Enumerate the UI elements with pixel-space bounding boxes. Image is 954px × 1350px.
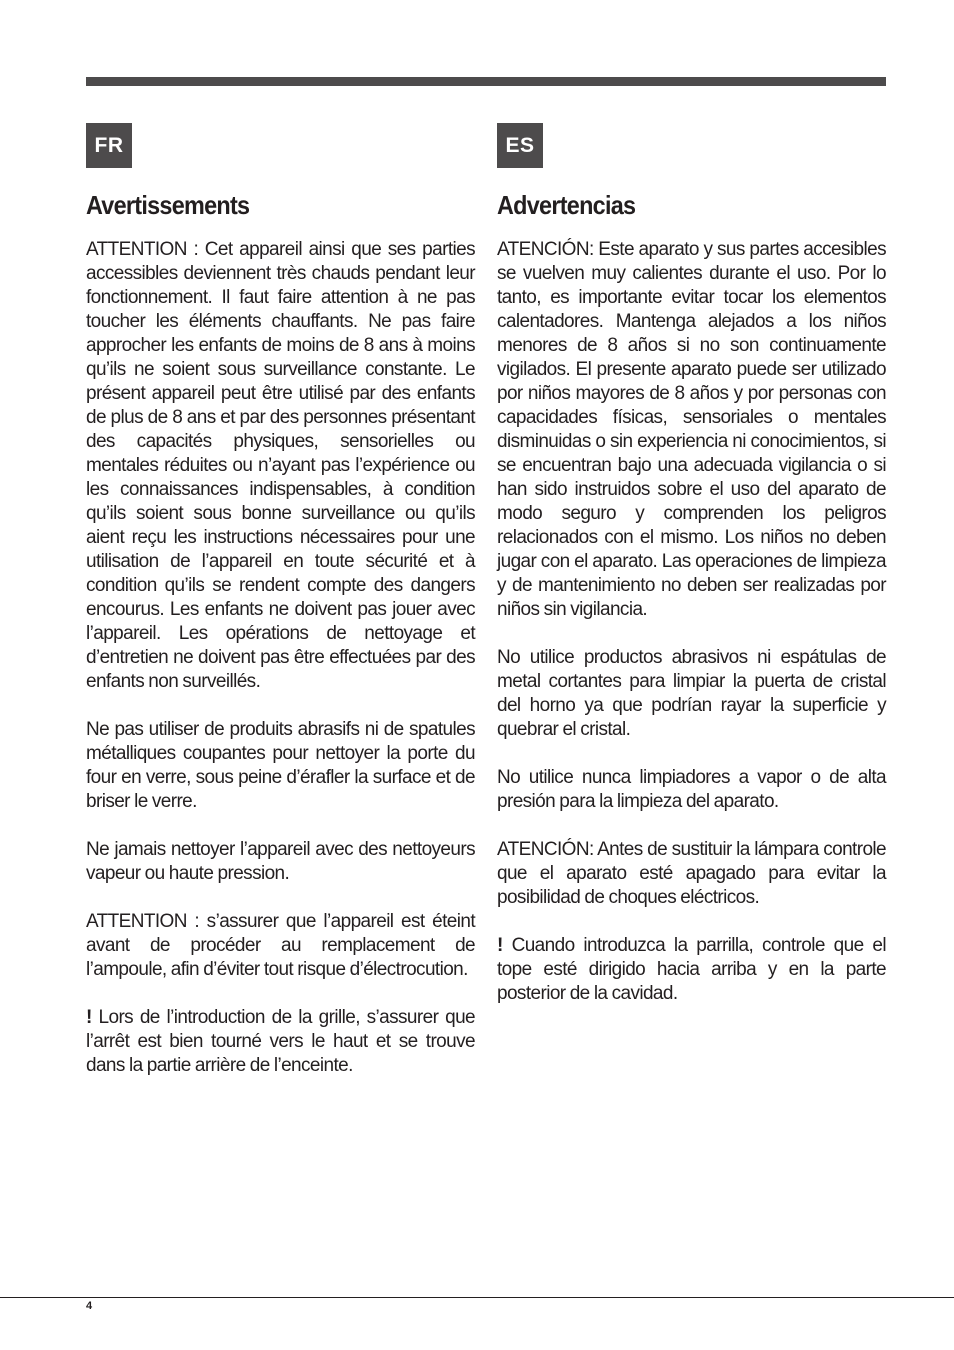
page-number: 4 [86,1300,93,1312]
footer-divider [0,1297,954,1298]
paragraph-text: Cuando introduzca la parrilla, controle que el tope esté dirigido hacia arriba y en la parte posterior de la cavidad. [497,935,886,1004]
paragraph-text: ATTENTION : s’assurer que l’appareil est éteint avant de procéder au remplacement de l’ampoule, afin d’éviter tout risque d’électrocution. [86,911,475,980]
column-french [86,123,475,1102]
paragraph-text: Ne pas utiliser de produits abrasifs ni de spatules métalliques coupantes pour nettoyer la porte du four en verre, sous peine d’érafler la surface et de briser le verre. [86,719,475,812]
paragraph-text: No utilice productos abrasivos ni espátulas de metal cortantes para limpiar la puerta de cristal del horno ya que podrían rayar la superficie y quebrar el cristal. [497,647,886,740]
paragraph [86,238,475,694]
paragraph [497,646,886,742]
paragraph-text: ATENCIÓN: Este aparato y sus partes accesibles se vuelven muy calientes durante el uso. Por lo tanto, es importante evitar tocar los elementos calentadores. Mantenga alejados a los niños menores de 8 años si no son continuamente vigilados. El presente aparato puede ser utilizado por niños mayores de 8 años y por personas con capacidades físicas, sensoriales o mentales disminuidas o sin experiencia ni conocimientos, si se encuentran bajo una adecuada vigilancia o si han sido instruidos sobre el uso del aparato de modo seguro y comprenden los peligros relacionados con el mismo. Los niños no deben jugar con el aparato. Las operaciones de limpieza y de mantenimiento no deben ser realizadas por niños sin vigilancia. [497,239,886,620]
paragraph [86,1006,475,1078]
paragraph [497,238,886,622]
warning-exclamation-icon: ! [86,1007,92,1028]
paragraph-text: Ne jamais nettoyer l’appareil avec des nettoyeurs vapeur ou haute pression. [86,839,475,884]
paragraph-text: No utilice nunca limpiadores a vapor o de alta presión para la limpieza del aparato. [497,767,886,812]
section-title-fr: Avertissements [86,190,250,220]
paragraph [497,838,886,910]
language-badge-es: ES [497,123,543,168]
top-divider-bar [86,77,886,86]
paragraph [497,766,886,814]
paragraph-text: Lors de l’introduction de la grille, s’assurer que l’arrêt est bien tourné vers le haut et se trouve dans la partie arrière de l’enceinte. [86,1007,475,1076]
language-badge-fr: FR [86,123,132,168]
paragraph-text: ATTENTION : Cet appareil ainsi que ses parties accessibles deviennent très chauds pendant leur fonctionnement. Il faut faire attention à ne pas toucher les éléments chauffants. Ne pas faire approcher les enfants de moins de 8 ans à moins qu’ils ne soient sous surveillance constante. Le présent appareil peut être utilisé par des enfants de plus de 8 ans et par des personnes présentant des capacités physiques, sensorielles ou mentales réduites ou n’ayant pas l’expérience ou les connaissances indispensables, à condition qu’ils soient sous bonne surveillance ou qu’ils aient reçu les instructions nécessaires pour une utilisation de l’appareil en toute sécurité et à condition qu’ils se rendent compte des dangers encourus. Les enfants ne doivent pas jouer avec l’appareil. Les opérations de nettoyage et d’entretien ne doivent pas être effectuées par des enfants non surveillés. [86,239,475,692]
paragraph [86,910,475,982]
paragraph [497,934,886,1006]
paragraph [86,838,475,886]
paragraph-text: ATENCIÓN: Antes de sustituir la lámpara controle que el aparato esté apagado para evitar la posibilidad de choques eléctricos. [497,839,886,908]
warning-exclamation-icon: ! [497,935,503,956]
column-spanish [497,123,886,1030]
paragraph [86,718,475,814]
section-title-es: Advertencias [497,190,636,220]
